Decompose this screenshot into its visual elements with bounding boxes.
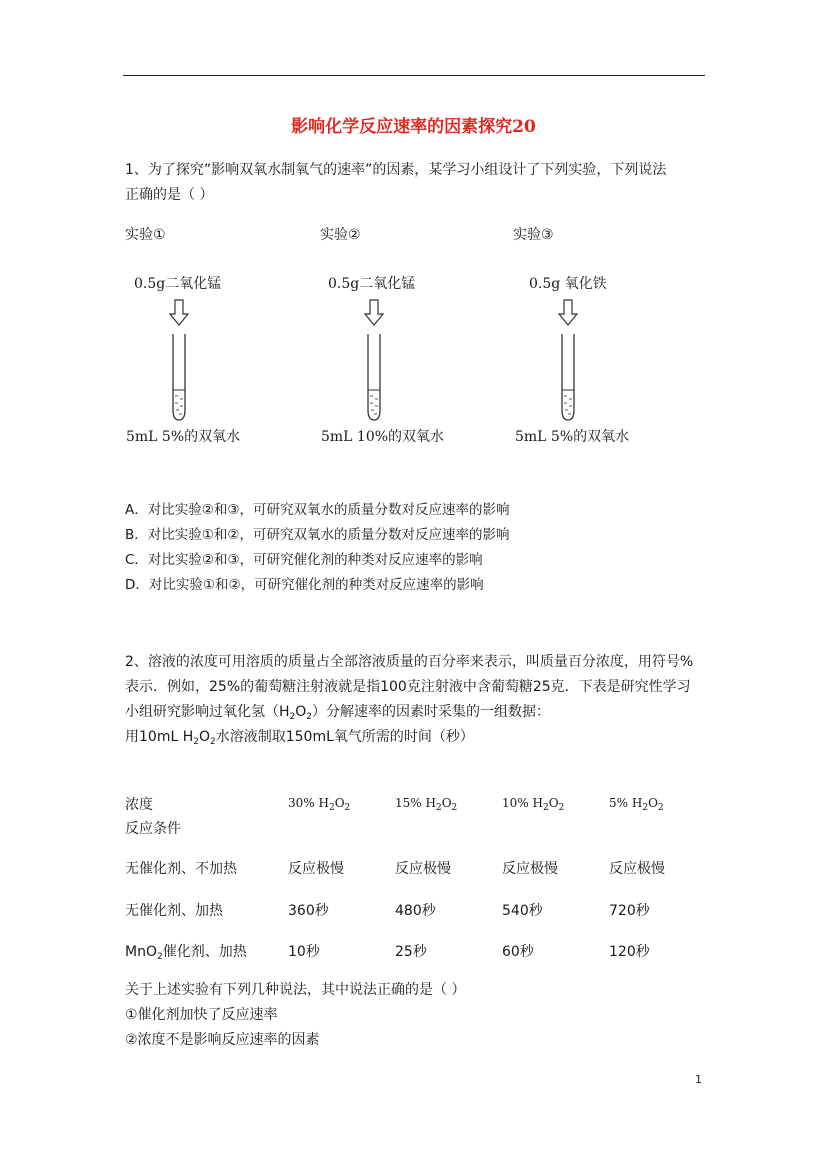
table-row2-condition: 无催化剂、加热 <box>125 903 223 919</box>
table-cell: 540秒 <box>502 903 543 919</box>
q1-stem-line1: 1、为了探究”影响双氧水制氧气的速率”的因素，某学习小组设计了下列实验，下列说法 <box>125 162 667 178</box>
q1-option-c: C．对比实验②和③，可研究催化剂的种类对反应速率的影响 <box>125 552 483 568</box>
experiment-3-test-tube-icon <box>555 298 581 426</box>
table-cell: 反应极慢 <box>288 861 344 877</box>
page-number: 1 <box>695 1073 702 1086</box>
table-cell: 60秒 <box>502 944 534 960</box>
experiment-1-solution: 5mL 5%的双氧水 <box>126 429 241 445</box>
experiment-3-solution: 5mL 5%的双氧水 <box>515 429 630 445</box>
q2-line2: 表示．例如，25%的葡萄糖注射液就是指100克注射液中含葡萄糖25克．下表是研究性学习 <box>125 679 691 695</box>
q2-after-line: 关于上述实验有下列几种说法，其中说法正确的是（ ） <box>125 982 466 998</box>
table-cell: 720秒 <box>609 903 650 919</box>
q1-option-b: B．对比实验①和②，可研究双氧水的质量分数对反应速率的影响 <box>125 527 510 543</box>
q1-option-a: A．对比实验②和③，可研究双氧水的质量分数对反应速率的影响 <box>125 502 510 518</box>
table-cell: 10秒 <box>288 944 320 960</box>
table-cell: 120秒 <box>609 944 650 960</box>
table-header-5: 5% $H_2O_2$ <box>609 796 664 813</box>
table-cell: 25秒 <box>395 944 427 960</box>
experiment-2-catalyst: 0.5g二氧化锰 <box>328 276 416 292</box>
table-row3-condition: MnO$_2$催化剂、加热 <box>125 944 247 962</box>
q2-line1: 2、溶液的浓度可用溶质的质量占全部溶液质量的百分率来表示，叫质量百分浓度，用符号% <box>125 654 694 670</box>
experiment-2-label: 实验② <box>320 227 361 243</box>
experiment-3-label: 实验③ <box>513 227 554 243</box>
q1-stem-line2: 正确的是（ ） <box>125 187 214 203</box>
table-cell: 480秒 <box>395 903 436 919</box>
table-corner-concentration: 浓度 <box>125 797 153 813</box>
table-cell: 反应极慢 <box>502 861 558 877</box>
table-row1-condition: 无催化剂、不加热 <box>125 861 237 877</box>
q1-option-d: D．对比实验①和②，可研究催化剂的种类对反应速率的影响 <box>125 577 484 593</box>
q2-line4: 用10mL $H_2O_2$水溶液制取150mL氧气所需的时间（秒） <box>125 729 474 747</box>
page-title: 影响化学反应速率的因素探究20 <box>291 117 536 137</box>
table-header-15: 15% $H_2O_2$ <box>395 796 458 813</box>
table-cell: 反应极慢 <box>609 861 665 877</box>
experiment-2-solution: 5mL 10%的双氧水 <box>321 429 445 445</box>
experiment-2-test-tube-icon <box>361 298 387 426</box>
experiment-1-catalyst: 0.5g二氧化锰 <box>134 276 222 292</box>
experiment-3-catalyst: 0.5g 氧化铁 <box>529 276 607 292</box>
table-header-10: 10% $H_2O_2$ <box>502 796 565 813</box>
q2-statement-1: ①催化剂加快了反应速率 <box>125 1007 278 1023</box>
table-header-30: 30% $H_2O_2$ <box>288 796 351 813</box>
q2-line3: 小组研究影响过氧化氢$(H_2O_2)$分解速率的因素时采集的一组数据： <box>125 704 551 722</box>
table-cell: 反应极慢 <box>395 861 451 877</box>
experiment-1-label: 实验① <box>125 227 166 243</box>
experiment-1-test-tube-icon <box>166 298 192 426</box>
table-cell: 360秒 <box>288 903 329 919</box>
table-corner-condition: 反应条件 <box>125 821 181 837</box>
header-rule <box>123 75 705 76</box>
q2-statement-2: ②浓度不是影响反应速率的因素 <box>125 1032 320 1048</box>
